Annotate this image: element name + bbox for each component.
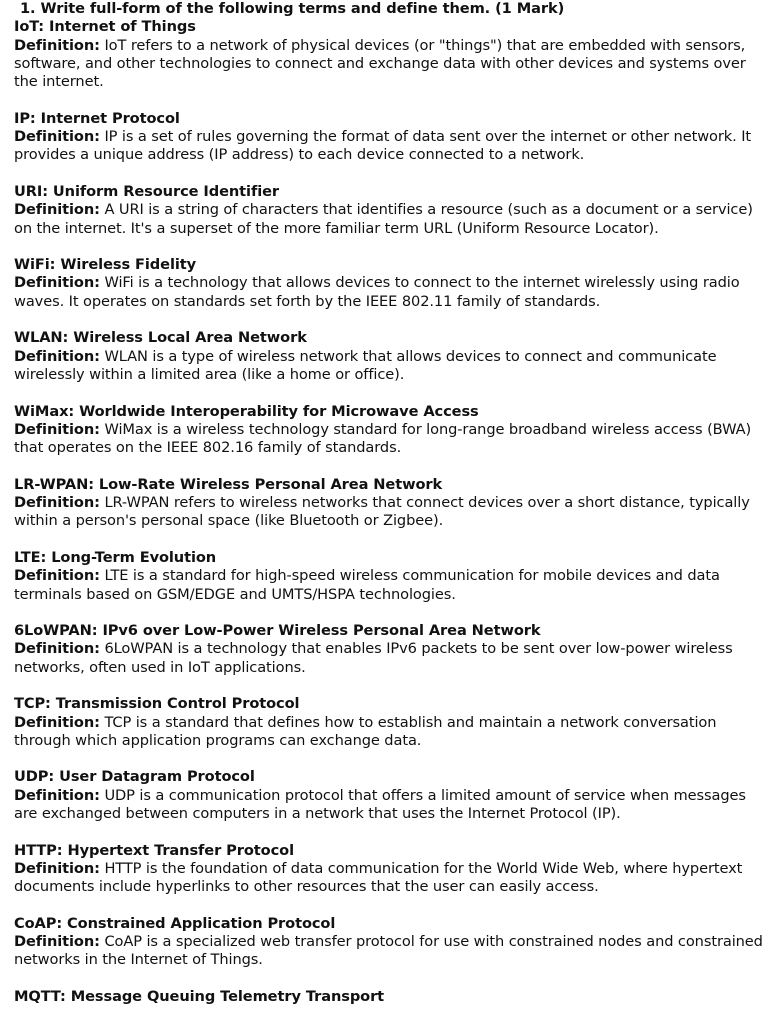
definition-text — [14, 714, 766, 751]
definition-body: IoT refers to a network of physical devices (or "things") that are embedded with sensors, software, and other technologies to connect and exchange data with other devices and systems over the internet. — [14, 36, 746, 91]
document-page — [14, 0, 766, 1025]
definition-body: IP is a set of rules governing the format of data sent over the internet or other network. It provides a unique address (IP address) to each device connected to a network. — [14, 128, 752, 164]
definition-text — [14, 494, 766, 531]
definition-label: Definition: — [14, 420, 100, 438]
entry-wifi — [14, 256, 766, 311]
definition-label: Definition: — [14, 567, 100, 585]
definition-body: HTTP is the foundation of data communication for the World Wide Web, where hypertext documents include hyperlinks to other resources that the user can easily access. — [14, 859, 743, 896]
entry-iot — [14, 18, 766, 91]
definition-label: Definition: — [14, 640, 100, 658]
term-title: IP: Internet Protocol — [14, 109, 180, 127]
definition-body: WLAN is a type of wireless network that allows devices to connect and communicate wirelessly within a limited area (like a home or office). — [14, 347, 717, 383]
term-title: URI: Uniform Resource Identifier — [14, 182, 279, 200]
definition-text — [14, 787, 766, 824]
term-title: MQTT: Message Queuing Telemetry Transport — [14, 988, 385, 1006]
definition-body: UDP is a communication protocol that offers a limited amount of service when messages are exchanged between computers in a network that uses the Internet Protocol (IP). — [14, 786, 746, 823]
definition-text — [14, 348, 766, 385]
term-title: WLAN: Wireless Local Area Network — [14, 329, 307, 347]
term-title: TCP: Transmission Control Protocol — [14, 695, 300, 713]
definition-body: LTE is a standard for high-speed wireless communication for mobile devices and data terminals based on GSM/EDGE and UMTS/HSPA technologies. — [14, 567, 720, 603]
definition-label: Definition: — [14, 494, 100, 512]
term-title: WiMax: Worldwide Interoperability for Microwave Access — [14, 402, 479, 420]
definition-label: Definition: — [14, 713, 100, 731]
entry-mqtt — [14, 988, 766, 1006]
definition-label: Definition: — [14, 201, 100, 219]
definition-text — [14, 567, 766, 604]
entry-tcp — [14, 695, 766, 750]
entry-ip — [14, 110, 766, 165]
term-title: HTTP: Hypertext Transfer Protocol — [14, 841, 294, 859]
definition-text — [14, 933, 766, 970]
entry-wimax — [14, 403, 766, 458]
definition-label: Definition: — [14, 786, 100, 804]
definition-label: Definition: — [14, 933, 100, 951]
definition-body: WiFi is a technology that allows devices to connect to the internet wirelessly using radio waves. It operates on standards set forth by the IEEE 802.11 family of standards. — [14, 274, 740, 310]
definition-text — [14, 128, 766, 165]
definition-text — [14, 274, 766, 311]
entry-6lowpan — [14, 622, 766, 677]
term-title: LR-WPAN: Low-Rate Wireless Personal Area Network — [14, 475, 443, 493]
definition-text — [14, 640, 766, 677]
definition-body: TCP is a standard that defines how to establish and maintain a network conversation through which application programs can exchange data. — [14, 713, 717, 749]
entry-uri — [14, 183, 766, 238]
definition-text — [14, 37, 766, 92]
definition-body: LR-WPAN refers to wireless networks that connect devices over a short distance, typically within a person's personal space (like Bluetooth or Zigbee). — [14, 494, 750, 530]
definition-label: Definition: — [14, 347, 100, 365]
term-title: UDP: User Datagram Protocol — [14, 768, 255, 786]
definition-text — [14, 421, 766, 458]
term-title: LTE: Long-Term Evolution — [14, 548, 217, 566]
definition-body: A URI is a string of characters that identifies a resource (such as a document or a service) on the internet. It's a superset of the more familiar term URL (Uniform Resource Locator). — [14, 201, 753, 237]
definition-text — [14, 860, 766, 897]
definition-label: Definition: — [14, 36, 100, 54]
term-title: 6LoWPAN: IPv6 over Low-Power Wireless Personal Area Network — [14, 622, 541, 640]
entry-lr-wpan — [14, 476, 766, 531]
definition-label: Definition: — [14, 274, 100, 292]
term-title: CoAP: Constrained Application Protocol — [14, 914, 336, 932]
definition-body: CoAP is a specialized web transfer protocol for use with constrained nodes and constrained networks in the Internet of Things. — [14, 933, 763, 969]
definition-text — [14, 201, 766, 238]
definition-label: Definition: — [14, 859, 100, 877]
question-heading: 1. Write full-form of the following terms and define them. (1 Mark) — [20, 0, 565, 17]
definition-body: WiMax is a wireless technology standard for long-range broadband wireless access (BWA) that operates on the IEEE 802.16 family of standards. — [14, 420, 752, 457]
definition-body: 6LoWPAN is a technology that enables IPv6 packets to be sent over low-power wireless networks, often used in IoT applications. — [14, 640, 733, 676]
entry-wlan — [14, 329, 766, 384]
term-title: WiFi: Wireless Fidelity — [14, 256, 197, 274]
entry-udp — [14, 768, 766, 823]
term-title: IoT: Internet of Things — [14, 18, 196, 36]
entry-http — [14, 842, 766, 897]
definition-label: Definition: — [14, 128, 100, 146]
entry-coap — [14, 915, 766, 970]
entry-lte — [14, 549, 766, 604]
